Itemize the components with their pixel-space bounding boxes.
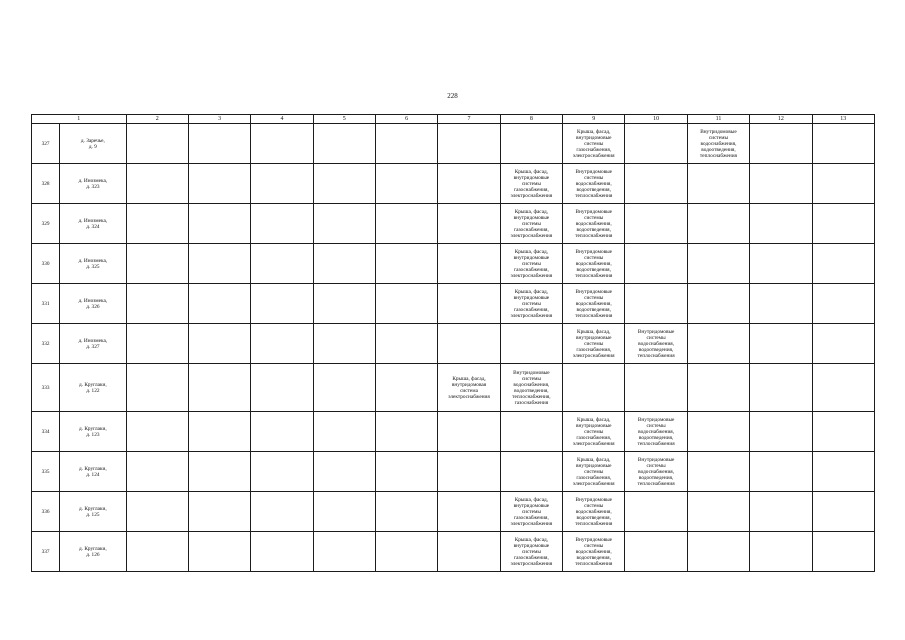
- work-cell: [188, 324, 250, 364]
- row-number: 331: [32, 284, 60, 324]
- work-cell: [750, 244, 812, 284]
- work-cell: [126, 412, 188, 452]
- work-cell: [750, 452, 812, 492]
- work-cell: [375, 412, 437, 452]
- work-cell: [126, 164, 188, 204]
- work-cell: [687, 284, 749, 324]
- work-cell: [812, 324, 875, 364]
- work-cell: [313, 284, 375, 324]
- work-cell: [375, 244, 437, 284]
- work-cell: [750, 364, 812, 412]
- work-cell: [438, 244, 500, 284]
- work-cell: [313, 204, 375, 244]
- work-cell: [375, 204, 437, 244]
- work-cell: [750, 324, 812, 364]
- work-text: Внутридомовые системы водоснабжения, водоотведения, теплоснабжения: [637, 328, 675, 359]
- work-cell: [375, 164, 437, 204]
- work-cell: [687, 452, 749, 492]
- address-text: д. Круглаки, д. 124: [78, 465, 107, 478]
- work-text: Внутридомовые системы водоснабжения, водоотведения, теплоснабжения, газоснабжения: [512, 369, 551, 406]
- work-cell: [750, 532, 812, 572]
- work-cell: [188, 492, 250, 532]
- table-row: [32, 284, 875, 324]
- work-cell: [126, 532, 188, 572]
- work-cell: [500, 364, 562, 412]
- column-header: 10: [625, 115, 687, 124]
- work-cell: [126, 492, 188, 532]
- work-text: Внутридомовые системы водоснабжения, водоотведения, теплоснабжения: [575, 168, 613, 199]
- work-cell: [500, 124, 562, 164]
- work-cell: [375, 452, 437, 492]
- work-text: Крыша, фасад, внутридомовые системы газоснабжения, электроснабжения: [510, 288, 553, 319]
- address-text: д. Заречье, д. 9: [80, 137, 105, 150]
- work-cell: [687, 412, 749, 452]
- table-row: [32, 532, 875, 572]
- work-cell: [251, 284, 313, 324]
- work-cell: [750, 124, 812, 164]
- work-text: Внутридомовые системы водоснабжения, водоотведения, теплоснабжения: [637, 456, 675, 487]
- work-cell: [812, 412, 875, 452]
- table-body: [32, 115, 875, 572]
- work-cell: [188, 452, 250, 492]
- work-cell: [687, 364, 749, 412]
- work-cell: [750, 492, 812, 532]
- work-text: Крыша, фасад, внутридомовые системы газоснабжения, электроснабжения: [572, 328, 615, 359]
- row-number: 332: [32, 324, 60, 364]
- work-cell: [313, 124, 375, 164]
- work-cell: [438, 204, 500, 244]
- row-number: 335: [32, 452, 60, 492]
- work-cell: [812, 452, 875, 492]
- work-cell: [375, 492, 437, 532]
- work-cell: [500, 164, 562, 204]
- work-cell: [625, 204, 687, 244]
- work-cell: [500, 452, 562, 492]
- column-header: 11: [687, 115, 749, 124]
- work-cell: [126, 244, 188, 284]
- address-cell: [60, 324, 126, 364]
- work-cell: [500, 412, 562, 452]
- row-number: 330: [32, 244, 60, 284]
- work-cell: [563, 532, 625, 572]
- work-cell: [500, 244, 562, 284]
- work-text: Крыша, фасад, внутридомовые системы газоснабжения, электроснабжения: [510, 536, 553, 567]
- work-cell: [625, 324, 687, 364]
- table-row: [32, 204, 875, 244]
- work-cell: [251, 492, 313, 532]
- work-cell: [251, 204, 313, 244]
- work-cell: [625, 452, 687, 492]
- work-cell: [750, 284, 812, 324]
- work-text: Внутридомовые системы водоснабжения, водоотведения, теплоснабжения: [575, 536, 613, 567]
- work-cell: [687, 204, 749, 244]
- work-cell: [812, 244, 875, 284]
- work-text: Внутридомовые системы водоснабжения, водоотведения, теплоснабжения: [575, 288, 613, 319]
- work-cell: [375, 124, 437, 164]
- address-cell: [60, 164, 126, 204]
- work-text: Внутридомовые системы водоснабжения, водоотведения, теплоснабжения: [575, 208, 613, 239]
- address-cell: [60, 364, 126, 412]
- work-text: Крыша, фасад, внутридомовые системы газоснабжения, электроснабжения: [572, 128, 615, 159]
- address-cell: [60, 284, 126, 324]
- work-text: Крыша, фасад, внутридомовые системы газоснабжения, электроснабжения: [510, 248, 553, 279]
- work-cell: [750, 412, 812, 452]
- address-cell: [60, 532, 126, 572]
- work-cell: [126, 284, 188, 324]
- work-text: Крыша, фасад, внутридомовые системы газоснабжения, электроснабжения: [510, 496, 553, 527]
- work-text: Крыша, фасад, внутридомовые системы газоснабжения, электроснабжения: [510, 208, 553, 239]
- work-cell: [500, 492, 562, 532]
- work-cell: [687, 532, 749, 572]
- table-row: [32, 412, 875, 452]
- work-cell: [563, 124, 625, 164]
- work-cell: [687, 244, 749, 284]
- column-header: 13: [812, 115, 875, 124]
- page-number: 228: [447, 92, 458, 100]
- work-cell: [438, 324, 500, 364]
- row-number: 327: [32, 124, 60, 164]
- work-cell: [313, 452, 375, 492]
- work-cell: [126, 324, 188, 364]
- work-cell: [563, 244, 625, 284]
- address-text: д. Инозмека, д. 327: [78, 337, 108, 350]
- work-cell: [500, 204, 562, 244]
- column-header: 8: [500, 115, 562, 124]
- work-cell: [188, 124, 250, 164]
- work-cell: [625, 284, 687, 324]
- work-cell: [313, 532, 375, 572]
- table-row: [32, 244, 875, 284]
- work-cell: [126, 204, 188, 244]
- work-cell: [251, 124, 313, 164]
- work-cell: [375, 532, 437, 572]
- table-row: [32, 324, 875, 364]
- work-cell: [563, 204, 625, 244]
- address-cell: [60, 244, 126, 284]
- address-text: д. Инозмека, д. 325: [78, 257, 108, 270]
- work-cell: [438, 412, 500, 452]
- work-cell: [563, 164, 625, 204]
- address-text: д. Круглаки, д. 125: [78, 505, 107, 518]
- work-cell: [812, 364, 875, 412]
- row-number: 329: [32, 204, 60, 244]
- work-cell: [251, 532, 313, 572]
- work-cell: [251, 244, 313, 284]
- table-row: [32, 452, 875, 492]
- address-text: д. Круглаки, д. 123: [78, 425, 107, 438]
- work-cell: [500, 284, 562, 324]
- work-cell: [375, 364, 437, 412]
- work-cell: [563, 364, 625, 412]
- work-cell: [500, 532, 562, 572]
- column-header: 2: [126, 115, 188, 124]
- address-text: д. Инозмека, д. 326: [78, 297, 108, 310]
- address-text: д. Круглаки, д. 126: [78, 545, 107, 558]
- table-row: [32, 164, 875, 204]
- work-cell: [313, 492, 375, 532]
- row-number: 337: [32, 532, 60, 572]
- column-header: 3: [188, 115, 250, 124]
- work-cell: [251, 412, 313, 452]
- work-cell: [563, 492, 625, 532]
- work-cell: [188, 204, 250, 244]
- work-cell: [313, 364, 375, 412]
- work-cell: [750, 204, 812, 244]
- column-header: 12: [750, 115, 812, 124]
- work-cell: [375, 284, 437, 324]
- work-cell: [188, 364, 250, 412]
- work-cell: [625, 164, 687, 204]
- work-cell: [438, 452, 500, 492]
- address-cell: [60, 452, 126, 492]
- work-cell: [313, 244, 375, 284]
- work-cell: [126, 452, 188, 492]
- address-cell: [60, 124, 126, 164]
- work-cell: [687, 492, 749, 532]
- work-cell: [251, 364, 313, 412]
- work-cell: [313, 324, 375, 364]
- address-cell: [60, 412, 126, 452]
- address-cell: [60, 204, 126, 244]
- work-cell: [251, 164, 313, 204]
- row-number: 334: [32, 412, 60, 452]
- work-cell: [812, 284, 875, 324]
- work-text: Крыша, фасад, внутридомовые системы газоснабжения, электроснабжения: [572, 456, 615, 487]
- work-text: Внутридомовые системы водоснабжения, водоотведения, теплоснабжения: [575, 248, 613, 279]
- work-cell: [625, 412, 687, 452]
- work-cell: [563, 324, 625, 364]
- address-text: д. Инозмека, д. 323: [78, 177, 108, 190]
- address-text: д. Инозмека, д. 324: [78, 217, 108, 230]
- column-header: 7: [438, 115, 500, 124]
- work-cell: [188, 284, 250, 324]
- row-number: 333: [32, 364, 60, 412]
- work-cell: [687, 324, 749, 364]
- work-cell: [188, 412, 250, 452]
- work-text: Внутридомовые системы водоснабжения, водоотведения, теплоснабжения: [699, 128, 737, 159]
- column-header: 9: [563, 115, 625, 124]
- column-header: 1: [32, 115, 127, 124]
- work-cell: [188, 532, 250, 572]
- work-text: Крыша, фасад, внутридомовые системы газоснабжения, электроснабжения: [572, 416, 615, 447]
- work-cell: [126, 124, 188, 164]
- table-row: [32, 492, 875, 532]
- work-cell: [438, 164, 500, 204]
- work-cell: [126, 364, 188, 412]
- row-number: 328: [32, 164, 60, 204]
- table-row: [32, 124, 875, 164]
- work-cell: [625, 364, 687, 412]
- work-cell: [687, 124, 749, 164]
- work-text: Крыша, фасад, внутридомовая система электроснабжения: [448, 375, 490, 400]
- work-cell: [750, 164, 812, 204]
- work-cell: [438, 492, 500, 532]
- column-header: 4: [251, 115, 313, 124]
- work-cell: [438, 284, 500, 324]
- work-cell: [812, 164, 875, 204]
- work-text: Внутридомовые системы водоснабжения, водоотведения, теплоснабжения: [575, 496, 613, 527]
- work-cell: [188, 164, 250, 204]
- work-cell: [563, 284, 625, 324]
- work-cell: [313, 164, 375, 204]
- work-cell: [625, 532, 687, 572]
- column-header: 6: [375, 115, 437, 124]
- work-cell: [812, 124, 875, 164]
- column-header: 5: [313, 115, 375, 124]
- work-cell: [812, 492, 875, 532]
- work-cell: [812, 532, 875, 572]
- work-cell: [251, 324, 313, 364]
- row-number: 336: [32, 492, 60, 532]
- work-cell: [500, 324, 562, 364]
- work-cell: [563, 412, 625, 452]
- work-cell: [625, 244, 687, 284]
- table-row: [32, 364, 875, 412]
- work-cell: [251, 452, 313, 492]
- work-cell: [438, 124, 500, 164]
- work-cell: [625, 492, 687, 532]
- work-text: Внутридомовые системы водоснабжения, водоотведения, теплоснабжения: [637, 416, 675, 447]
- work-cell: [188, 244, 250, 284]
- table-header-row: [32, 115, 875, 124]
- work-cell: [625, 124, 687, 164]
- work-text: Крыша, фасад, внутридомовые системы газоснабжения, электроснабжения: [510, 168, 553, 199]
- work-cell: [438, 364, 500, 412]
- address-text: д. Круглаки, д. 122: [78, 381, 107, 394]
- registry-table: [31, 114, 875, 572]
- work-cell: [438, 532, 500, 572]
- work-cell: [687, 164, 749, 204]
- address-cell: [60, 492, 126, 532]
- work-cell: [812, 204, 875, 244]
- work-cell: [313, 412, 375, 452]
- work-cell: [375, 324, 437, 364]
- work-cell: [563, 452, 625, 492]
